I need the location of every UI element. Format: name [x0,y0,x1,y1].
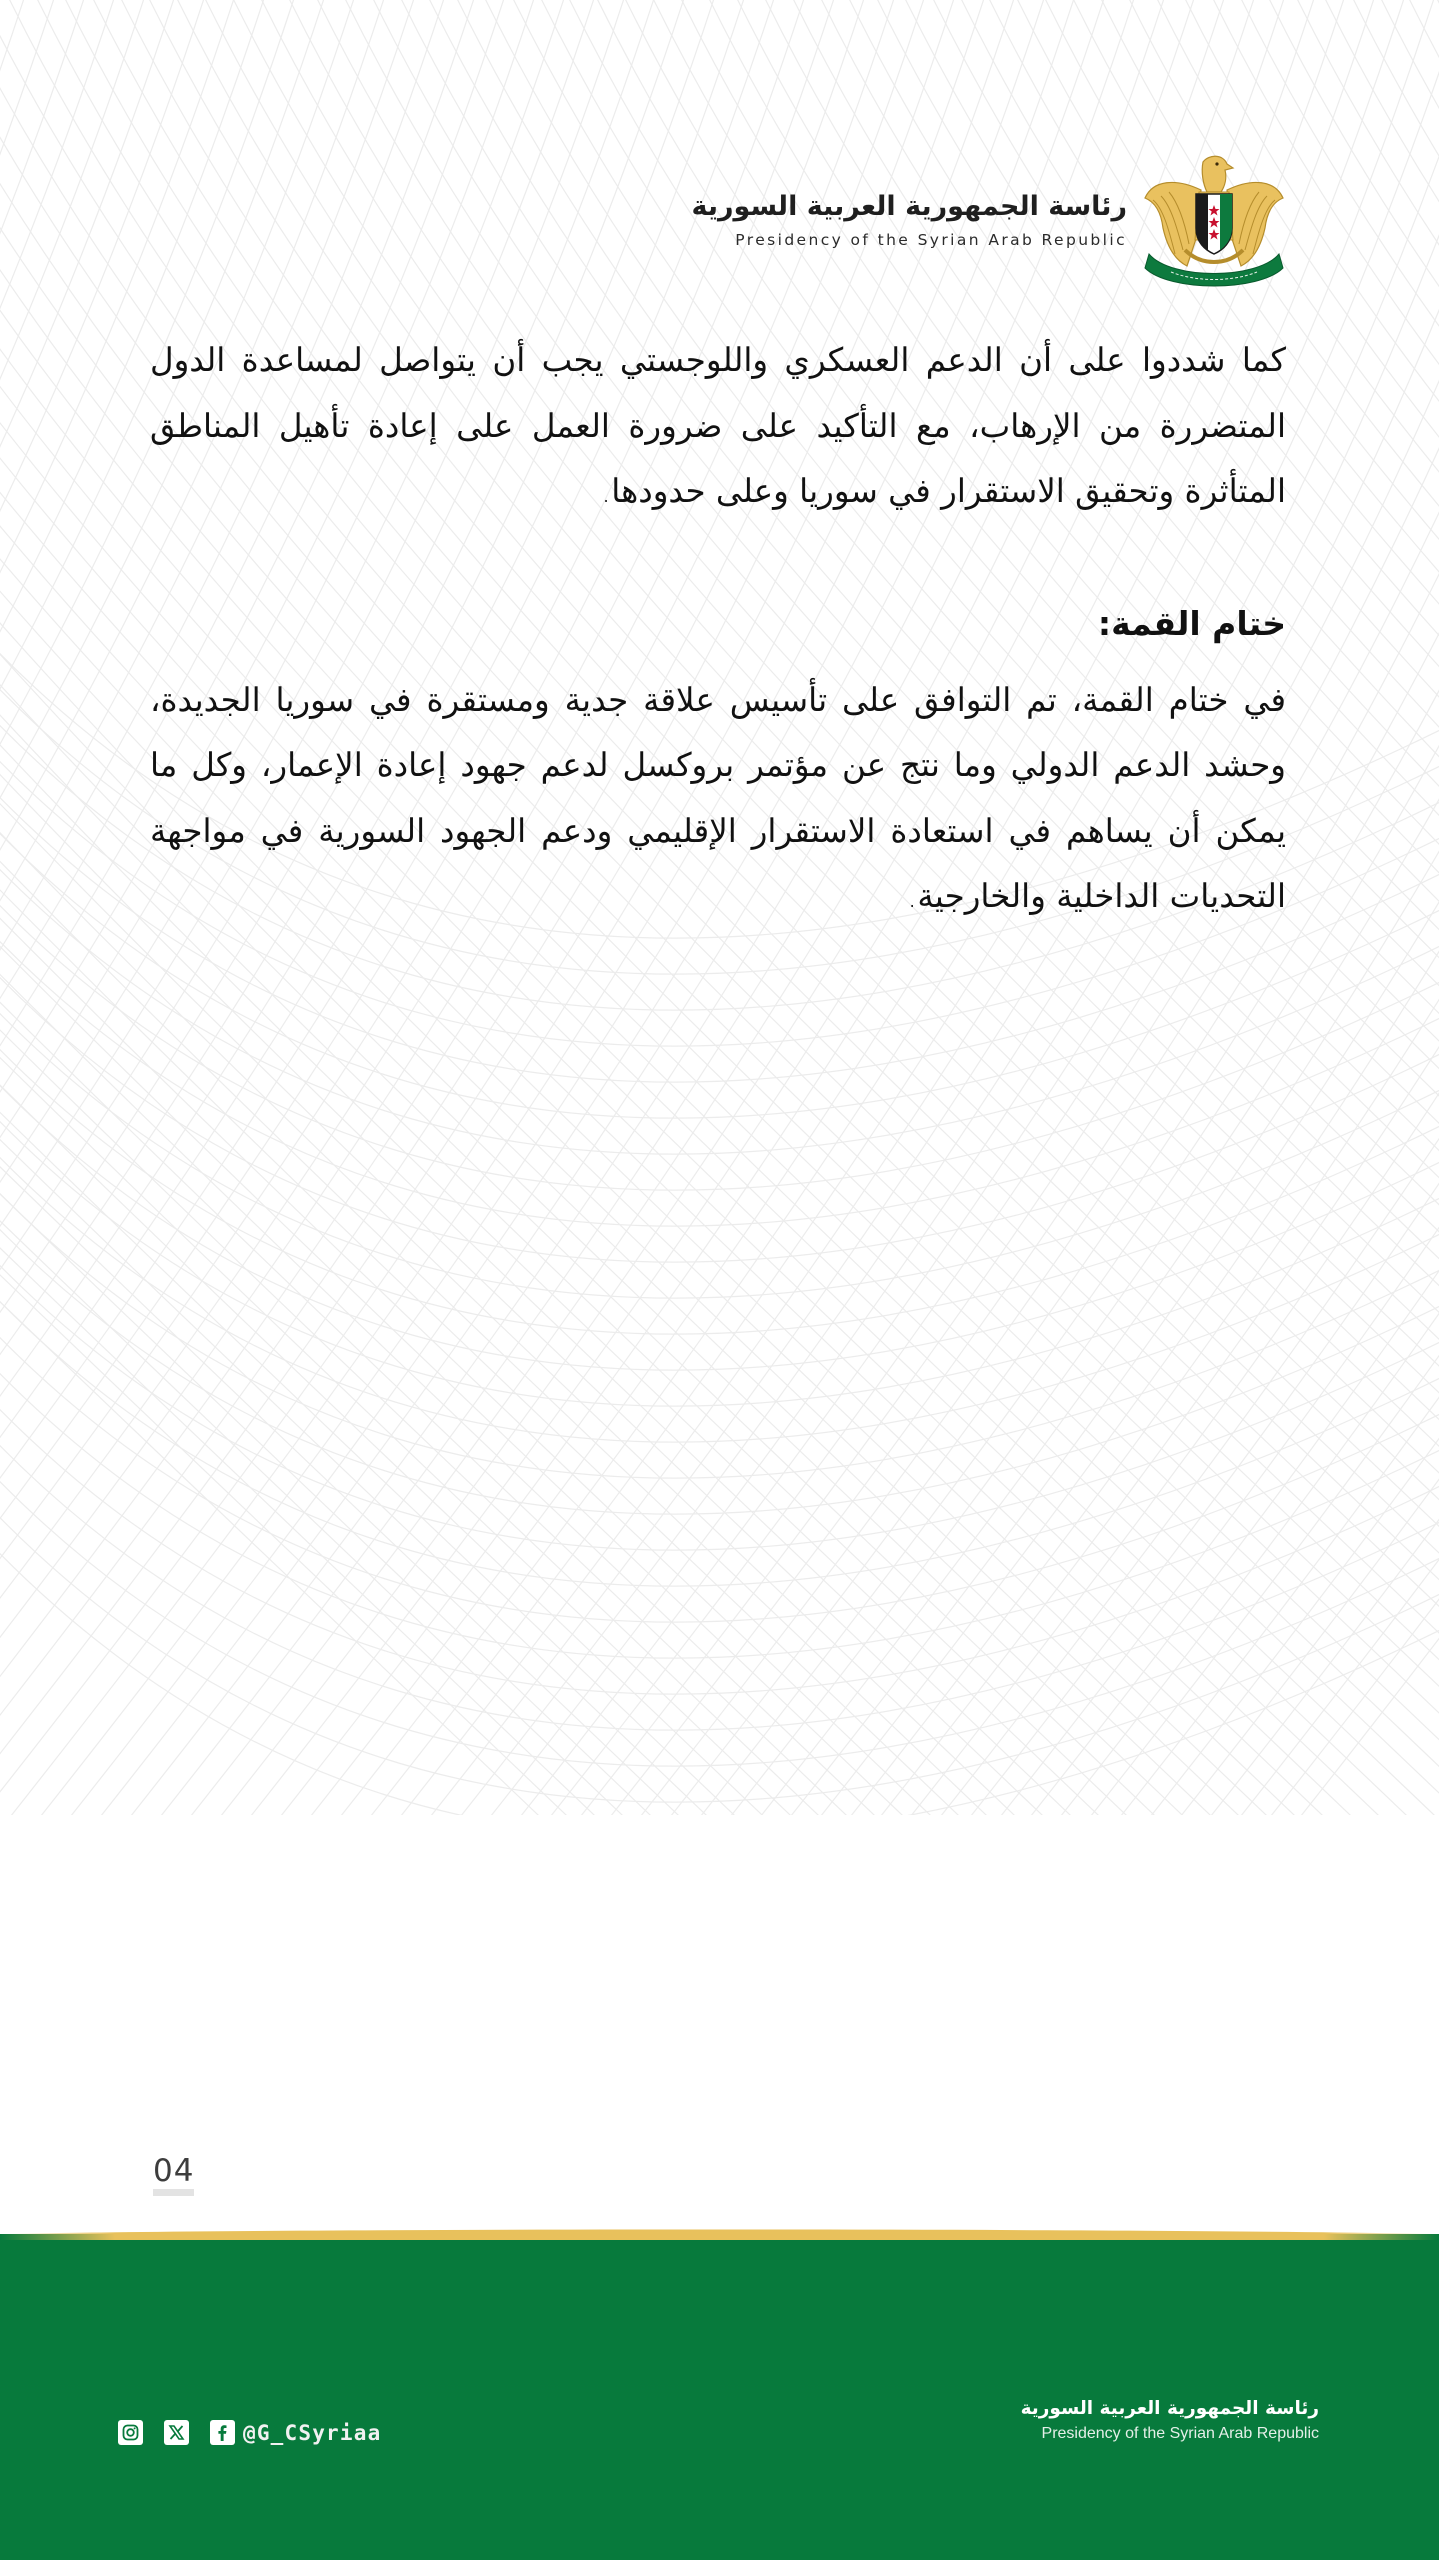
background-pattern-line [0,1104,1439,1442]
background-pattern-line [0,0,30,1815]
section-heading-summit-conclusion: ختام القمة: [1097,603,1286,643]
footer-social-links [118,2420,381,2445]
background-pattern-line [1372,0,1439,1815]
background-pattern-line [1316,0,1439,1815]
document-header [691,150,1287,290]
footer-brand-english: Presidency of the Syrian Arab Republic [1041,2425,1319,2442]
background-pattern-line [1428,0,1439,1815]
background-pattern-line [0,1068,1439,1406]
background-pattern-line [0,1032,1439,1370]
background-pattern-line [0,0,90,1815]
background-pattern-line [0,1392,1439,1730]
footer-brand [1021,2398,1319,2443]
document-body [150,328,1286,930]
instagram-icon[interactable] [118,2420,143,2445]
background-pattern-line [0,888,1439,1226]
background-pattern-line [1400,0,1439,1815]
footer-gold-divider [0,2226,1439,2240]
background-pattern-line [0,996,1439,1334]
background-pattern-line [1270,0,1439,1815]
paragraph-support-statement: كما شددوا على أن الدعم العسكري واللوجستي يجب أن يتواصل لمساعدة الدول المتضررة من الإرهاب، مع التأكيد على ضرورة العمل على إعادة تأهيل المناطق المتأثرة وتحقيق الاستقرار في سوريا وعلى حدودها. [150,341,1286,510]
background-pattern-line [0,1356,1439,1694]
x-icon[interactable] [164,2420,189,2445]
page-number: 04 [153,2156,194,2196]
syrian-eagle-emblem-icon [1141,150,1287,290]
social-handle[interactable]: @G_CSyriaa [243,2420,382,2445]
background-pattern-line [0,1500,1439,1815]
background-pattern-line [0,0,120,1815]
background-pattern-line [0,1248,1439,1586]
background-pattern-line [0,960,1439,1298]
background-pattern-line [1288,0,1439,1815]
background-pattern-line [0,1176,1439,1514]
background-pattern-line [0,1320,1439,1658]
header-title-arabic: رئاسة الجمهورية العربية السورية [691,190,1127,222]
background-pattern-line [0,1428,1439,1766]
background-pattern-line [0,0,150,1815]
background-pattern-line [0,1464,1439,1802]
header-title-block [691,191,1127,249]
facebook-icon[interactable] [210,2420,235,2445]
background-pattern-line [0,1284,1439,1622]
background-pattern-line [0,1140,1439,1478]
background-pattern-line [0,924,1439,1262]
paragraph-summit-conclusion: في ختام القمة، تم التوافق على تأسيس علاقة جدية ومستقرة في سوريا الجديدة، وحشد الدعم الدولي وما نتج عن مؤتمر بروكسل لدعم جهود إعادة الإعمار، وكل ما يمكن أن يساهم في استعادة الاستقرار الإقليمي ودعم الجهود السورية في مواجهة التحديات الداخلية والخارجية. [150,680,1286,915]
background-pattern-line [0,1212,1439,1550]
footer-brand-arabic: رئاسة الجمهورية العربية السورية [1020,2398,1319,2419]
header-title-english: Presidency of the Syrian Arab Republic [735,231,1127,250]
footer-bar [0,2234,1439,2560]
background-pattern-line [1344,0,1439,1815]
background-pattern-line [0,0,60,1815]
